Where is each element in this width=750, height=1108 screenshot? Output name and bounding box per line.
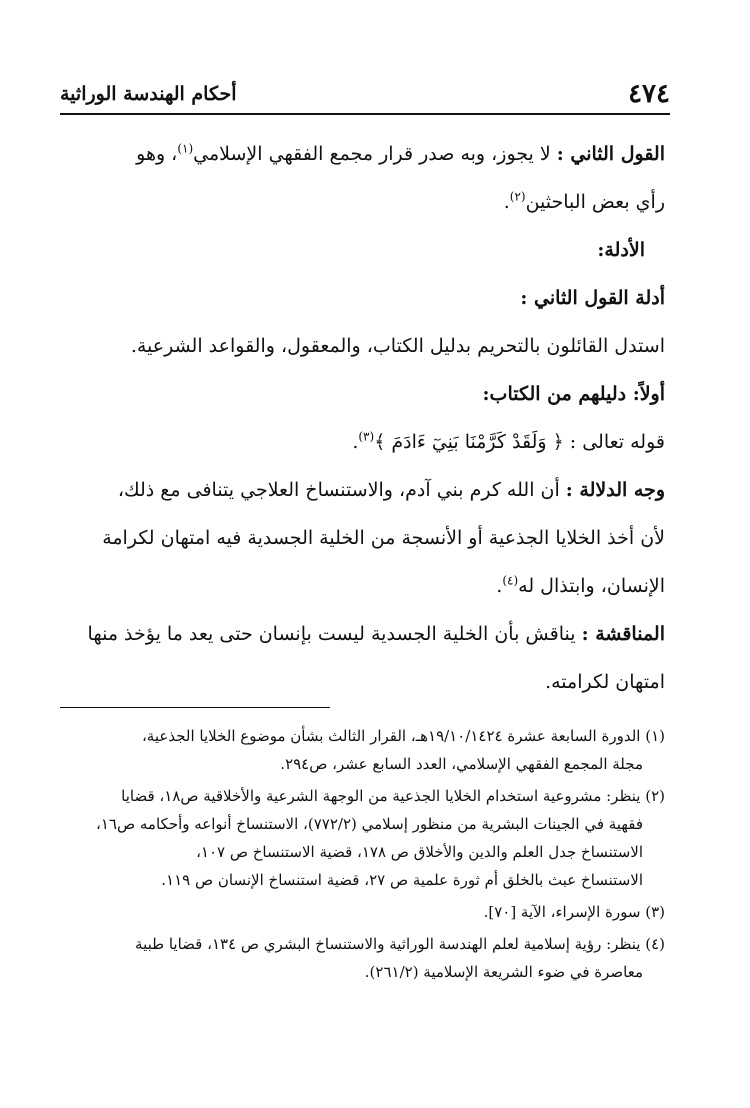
footnote-text: الاستنساخ عبث بالخلق أم ثورة علمية ص ٢٧، قضية استنساخ الإنسان ص ١١٩. — [161, 871, 643, 889]
paragraph-text: استدل القائلون بالتحريم بدليل الكتاب، والمعقول، والقواعد الشرعية. — [130, 335, 665, 357]
paragraph-text: أن الله كرم بني آدم، والاستنساخ العلاجي يتنافى مع ذلك، — [117, 479, 566, 501]
paragraph-text: امتهان لكرامته. — [545, 671, 665, 693]
footnote-4 — [55, 930, 665, 986]
heading-text: الأدلة: — [597, 239, 645, 261]
footnote-text: مجلة المجمع الفقهي الإسلامي، العدد السابع عشر، ص٢٩٤. — [280, 755, 643, 773]
inference-paragraph — [55, 322, 665, 370]
main-body — [55, 124, 665, 706]
footnote-text: (١) الدورة السابعة عشرة ١٩/١٠/١٤٢٤هـ، القرار الثالث بشأن موضوع الخلايا الجذعية، — [141, 727, 665, 745]
running-title: أحكام الهندسة الوراثية — [60, 83, 237, 105]
indication-label: وجه الدلالة : — [565, 479, 665, 501]
discussion-label: المناقشة : — [581, 623, 665, 645]
footnote-ref: (٢) — [509, 189, 526, 204]
quran-verse-paragraph — [55, 418, 665, 466]
header-divider — [60, 113, 670, 115]
footnote-1 — [55, 722, 665, 778]
footnote-text: (٣) سورة الإسراء، الآية [٧٠]. — [483, 903, 665, 921]
paragraph-text: . — [503, 191, 510, 213]
footnote-text: الاستنساخ جدل العلم والدين والأخلاق ص ١٧٨، قضية الاستنساخ ص ١٠٧، — [196, 843, 643, 861]
footnote-text: فقهية في الجينات البشرية من منظور إسلامي (٧٧٢/٢)، الاستنساخ أنواعه وأحكامه ص١٦، — [96, 815, 643, 833]
paragraph-text: . — [352, 431, 359, 453]
first-evidence-heading — [55, 370, 665, 418]
footnote-text: معاصرة في ضوء الشريعة الإسلامية (٢٦١/٢). — [364, 963, 643, 981]
footnote-text: (٤) ينظر: رؤية إسلامية لعلم الهندسة الوراثية والاستنساخ البشري ص ١٣٤، قضايا طبية — [135, 935, 665, 953]
paragraph-text: لأن أخذ الخلايا الجذعية أو الأنسجة من الخلية الجسدية فيه امتهان لكرامة — [102, 527, 665, 549]
paragraph-text: لا يجوز، وبه صدر قرار مجمع الفقهي الإسلامي — [193, 143, 557, 165]
second-opinion-paragraph — [55, 130, 665, 226]
evidence-indication-paragraph — [55, 466, 665, 610]
footnote-ref: (١) — [177, 141, 194, 156]
paragraph-text: ، وهو — [136, 143, 178, 165]
page-header — [60, 78, 670, 110]
footnote-ref: (٤) — [502, 573, 519, 588]
footnote-3 — [55, 898, 665, 926]
heading-text: أدلة القول الثاني : — [520, 287, 665, 309]
footnote-text: (٢) ينظر: مشروعية استخدام الخلايا الجذعية من الوجهة الشرعية والأخلاقية ص١٨، قضايا — [121, 787, 665, 805]
paragraph-text: الإنسان، وابتذال له — [518, 575, 665, 597]
paragraph-text: رأي بعض الباحثين — [525, 191, 665, 213]
footnote-divider — [60, 707, 330, 708]
paragraph-text: . — [496, 575, 503, 597]
second-opinion-evidence-heading — [55, 274, 665, 322]
discussion-paragraph — [55, 610, 665, 706]
evidence-heading — [55, 226, 645, 274]
page-number: ٤٧٤ — [628, 79, 670, 109]
verse-text: قوله تعالى : ﴿ وَلَقَدْ كَرَّمْنَا بَنِيٓ ءَادَمَ ﴾ — [374, 431, 665, 453]
footnotes — [55, 722, 665, 990]
second-opinion-label: القول الثاني : — [556, 143, 665, 165]
paragraph-text: يناقش بأن الخلية الجسدية ليست بإنسان حتى يعد ما يؤخذ منها — [87, 623, 582, 645]
footnote-2 — [55, 782, 665, 894]
footnote-ref: (٣) — [358, 429, 375, 444]
heading-text: أولاً: دليلهم من الكتاب: — [482, 383, 665, 405]
